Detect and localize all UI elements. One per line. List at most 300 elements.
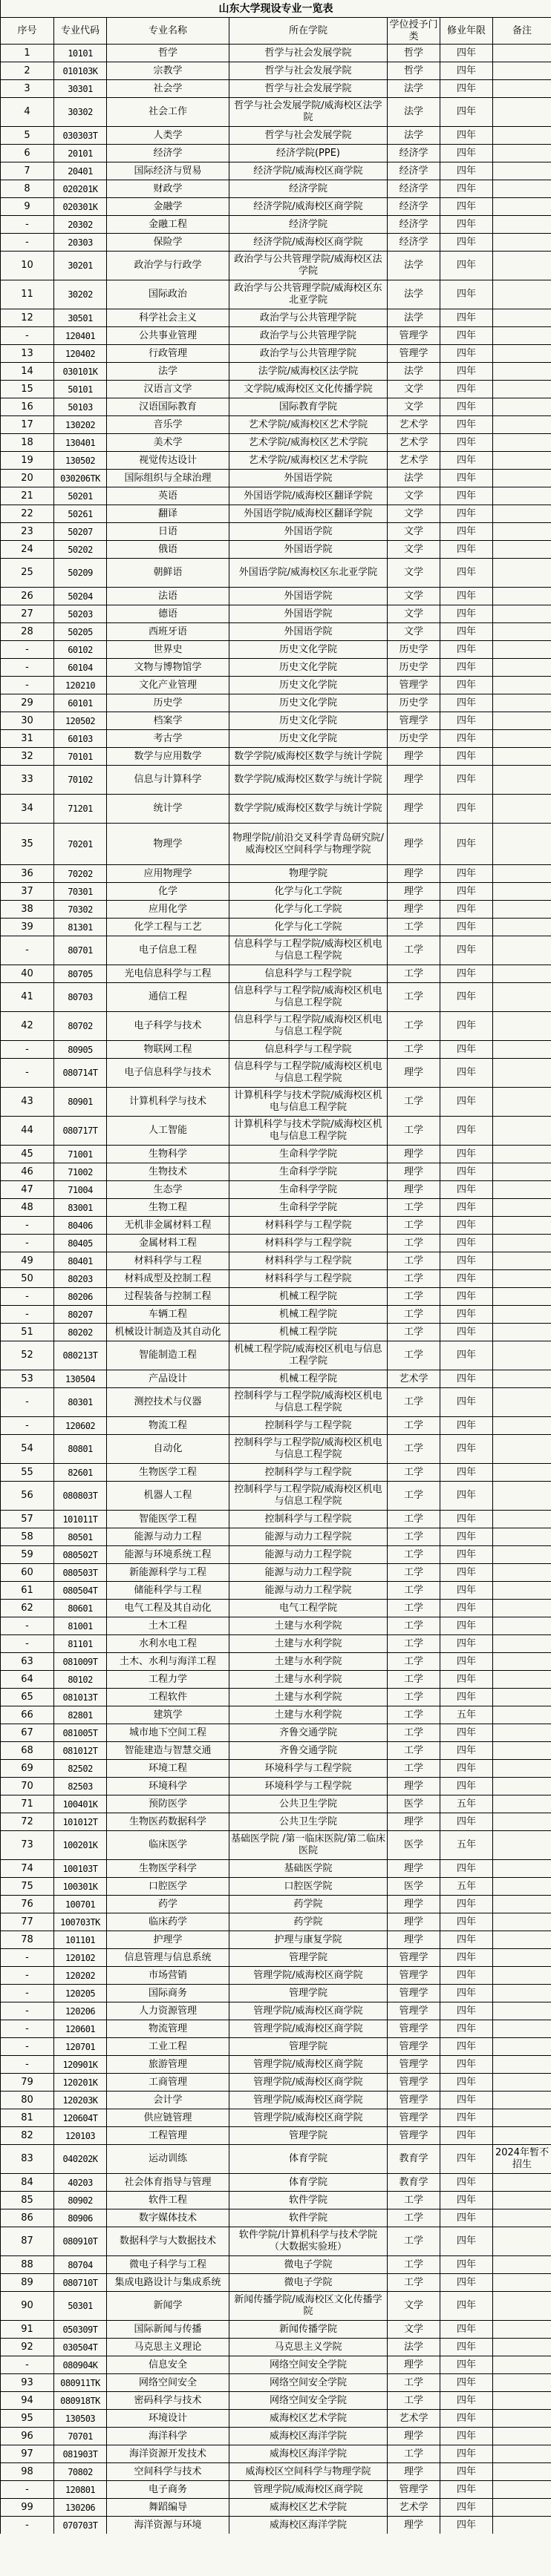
degree-category: 文学 xyxy=(388,559,440,588)
college-name: 数学学院/威海校区数学与统计学院 xyxy=(229,748,388,766)
table-row xyxy=(1,2192,551,2209)
college-name: 数学学院/威海校区数学与统计学院 xyxy=(229,795,388,824)
row-number: 39 xyxy=(1,919,54,936)
study-years: 四年 xyxy=(440,2174,493,2192)
major-name: 海洋资源与环境 xyxy=(107,2517,229,2534)
degree-category: 管理学 xyxy=(388,712,440,730)
college-name: 软件学院 xyxy=(229,2209,388,2227)
row-number: 19 xyxy=(1,452,54,470)
major-name: 电子科学与技术 xyxy=(107,1012,229,1041)
college-name: 威海校区海洋学院 xyxy=(229,2445,388,2463)
study-years: 四年 xyxy=(440,1967,493,1985)
row-number: - xyxy=(1,2356,54,2374)
study-years: 四年 xyxy=(440,883,493,901)
college-name: 齐鲁交通学院 xyxy=(229,1742,388,1760)
college-name: 艺术学院/威海校区艺术学院 xyxy=(229,452,388,470)
major-code: 100703TK xyxy=(54,1913,107,1931)
table-row xyxy=(1,98,551,127)
major-name: 音乐学 xyxy=(107,416,229,434)
study-years: 四年 xyxy=(440,1388,493,1417)
remark xyxy=(493,605,551,623)
study-years: 四年 xyxy=(440,2074,493,2092)
study-years: 四年 xyxy=(440,2002,493,2020)
degree-category: 工学 xyxy=(388,1041,440,1059)
major-code: 010103K xyxy=(54,62,107,80)
row-number: - xyxy=(1,641,54,659)
remark xyxy=(493,1653,551,1671)
degree-category: 法学 xyxy=(388,98,440,127)
table-row xyxy=(1,1671,551,1689)
degree-category: 工学 xyxy=(388,1324,440,1341)
table-row xyxy=(1,1041,551,1059)
remark xyxy=(493,2174,551,2192)
major-name: 科学社会主义 xyxy=(107,309,229,327)
major-name: 环境设计 xyxy=(107,2410,229,2428)
study-years: 四年 xyxy=(440,1617,493,1635)
major-code: 100103T xyxy=(54,1860,107,1878)
college-name: 外国语学院 xyxy=(229,523,388,541)
study-years: 四年 xyxy=(440,398,493,416)
row-number: 99 xyxy=(1,2499,54,2517)
degree-category: 经济学 xyxy=(388,234,440,252)
major-code: 130202 xyxy=(54,416,107,434)
remark xyxy=(493,1417,551,1435)
college-name: 机械工程学院/威海校区机电与信息工程学院 xyxy=(229,1341,388,1370)
study-years: 四年 xyxy=(440,2145,493,2174)
remark xyxy=(493,1778,551,1795)
table-row xyxy=(1,1831,551,1860)
table-row xyxy=(1,1724,551,1742)
header-note: 备注 xyxy=(493,18,551,45)
degree-category: 工学 xyxy=(388,1435,440,1464)
remark xyxy=(493,2517,551,2534)
remark xyxy=(493,2109,551,2127)
row-number: - xyxy=(1,1985,54,2002)
college-name: 生命科学学院 xyxy=(229,1199,388,1217)
major-code: 120201K xyxy=(54,2074,107,2092)
row-number: 79 xyxy=(1,2074,54,2092)
degree-category: 理学 xyxy=(388,1860,440,1878)
college-name: 管理学院 xyxy=(229,2038,388,2056)
major-code: 030101K xyxy=(54,363,107,381)
table-row xyxy=(1,216,551,234)
remark xyxy=(493,45,551,62)
major-code: 30202 xyxy=(54,280,107,309)
remark xyxy=(493,1831,551,1860)
table-row xyxy=(1,434,551,452)
table-row xyxy=(1,1270,551,1288)
degree-category: 管理学 xyxy=(388,345,440,363)
degree-category: 理学 xyxy=(388,1181,440,1199)
degree-category: 工学 xyxy=(388,1635,440,1653)
degree-category: 艺术学 xyxy=(388,434,440,452)
row-number: - xyxy=(1,2517,54,2534)
remark xyxy=(493,1985,551,2002)
degree-category: 法学 xyxy=(388,309,440,327)
remark xyxy=(493,1306,551,1324)
row-number: 51 xyxy=(1,1324,54,1341)
college-name: 生命科学学院 xyxy=(229,1181,388,1199)
remark xyxy=(493,345,551,363)
major-code: 030303T xyxy=(54,127,107,145)
major-name: 德语 xyxy=(107,605,229,623)
degree-category: 工学 xyxy=(388,1388,440,1417)
degree-category: 工学 xyxy=(388,983,440,1012)
table-row xyxy=(1,1163,551,1181)
degree-category: 工学 xyxy=(388,2374,440,2392)
major-name: 应用化学 xyxy=(107,901,229,919)
major-name: 新能源科学与工程 xyxy=(107,1564,229,1582)
major-code: 80301 xyxy=(54,1388,107,1417)
table-row xyxy=(1,2481,551,2499)
row-number: 87 xyxy=(1,2227,54,2256)
college-name: 公共卫生学院 xyxy=(229,1813,388,1831)
college-name: 土建与水利学院 xyxy=(229,1706,388,1724)
remark xyxy=(493,1760,551,1778)
degree-category: 管理学 xyxy=(388,677,440,694)
study-years: 四年 xyxy=(440,1464,493,1482)
college-name: 基础医学院 xyxy=(229,1860,388,1878)
degree-category: 工学 xyxy=(388,2227,440,2256)
remark xyxy=(493,309,551,327)
study-years: 四年 xyxy=(440,2274,493,2292)
row-number: 89 xyxy=(1,2274,54,2292)
major-name: 药学 xyxy=(107,1896,229,1913)
college-name: 微电子学院 xyxy=(229,2256,388,2274)
major-code: 80703 xyxy=(54,983,107,1012)
table-row xyxy=(1,1288,551,1306)
table-row xyxy=(1,1012,551,1041)
major-code: 30201 xyxy=(54,252,107,280)
table-row xyxy=(1,2339,551,2356)
degree-category: 工学 xyxy=(388,1341,440,1370)
major-code: 71001 xyxy=(54,1146,107,1163)
row-number: 61 xyxy=(1,1582,54,1600)
remark xyxy=(493,588,551,605)
major-name: 国际商务 xyxy=(107,1985,229,2002)
college-name: 哲学与社会发展学院 xyxy=(229,127,388,145)
remark xyxy=(493,2374,551,2392)
study-years: 四年 xyxy=(440,2410,493,2428)
study-years: 四年 xyxy=(440,2356,493,2374)
study-years: 四年 xyxy=(440,452,493,470)
major-name: 生态学 xyxy=(107,1181,229,1199)
row-number: 28 xyxy=(1,623,54,641)
major-name: 档案学 xyxy=(107,712,229,730)
table-row xyxy=(1,381,551,398)
remark xyxy=(493,1546,551,1564)
major-name: 信息安全 xyxy=(107,2356,229,2374)
table-row xyxy=(1,309,551,327)
college-name: 历史文化学院 xyxy=(229,659,388,677)
remark xyxy=(493,1235,551,1252)
row-number: 76 xyxy=(1,1896,54,1913)
study-years: 四年 xyxy=(440,2481,493,2499)
major-code: 030504T xyxy=(54,2339,107,2356)
degree-category: 工学 xyxy=(388,1217,440,1235)
degree-category: 文学 xyxy=(388,588,440,605)
degree-category: 理学 xyxy=(388,1059,440,1088)
study-years: 四年 xyxy=(440,2109,493,2127)
study-years: 四年 xyxy=(440,2020,493,2038)
college-name: 体育学院 xyxy=(229,2174,388,2192)
study-years: 四年 xyxy=(440,162,493,180)
college-name: 材料科学与工程学院 xyxy=(229,1270,388,1288)
degree-category: 工学 xyxy=(388,1706,440,1724)
study-years: 四年 xyxy=(440,1199,493,1217)
row-number: 75 xyxy=(1,1878,54,1896)
major-code: 82801 xyxy=(54,1706,107,1724)
table-row xyxy=(1,1088,551,1117)
study-years: 四年 xyxy=(440,2092,493,2109)
degree-category: 工学 xyxy=(388,1528,440,1546)
remark xyxy=(493,623,551,641)
major-name: 新闻学 xyxy=(107,2292,229,2321)
degree-category: 文学 xyxy=(388,2292,440,2321)
table-row xyxy=(1,730,551,748)
table-row xyxy=(1,523,551,541)
study-years: 四年 xyxy=(440,2499,493,2517)
row-number: - xyxy=(1,1235,54,1252)
college-name: 管理学院 xyxy=(229,1949,388,1967)
college-name: 国际教育学院 xyxy=(229,398,388,416)
remark xyxy=(493,216,551,234)
remark xyxy=(493,1217,551,1235)
major-name: 生物工程 xyxy=(107,1199,229,1217)
remark xyxy=(493,505,551,523)
row-number: 72 xyxy=(1,1813,54,1831)
study-years: 四年 xyxy=(440,1511,493,1528)
college-name: 控制科学与工程学院 xyxy=(229,1511,388,1528)
table-row xyxy=(1,1388,551,1417)
college-name: 法学院/威海校区法学院 xyxy=(229,363,388,381)
table-row xyxy=(1,1464,551,1482)
major-code: 081005T xyxy=(54,1724,107,1742)
remark xyxy=(493,1012,551,1041)
remark: 2024年暂不招生 xyxy=(493,2145,551,2174)
row-number: 15 xyxy=(1,381,54,398)
major-code: 30501 xyxy=(54,309,107,327)
study-years: 四年 xyxy=(440,127,493,145)
table-row xyxy=(1,1931,551,1949)
major-name: 环境科学 xyxy=(107,1778,229,1795)
degree-category: 工学 xyxy=(388,1306,440,1324)
major-name: 翻译 xyxy=(107,505,229,523)
remark xyxy=(493,936,551,965)
degree-category: 工学 xyxy=(388,1689,440,1706)
remark xyxy=(493,541,551,559)
study-years: 四年 xyxy=(440,1528,493,1546)
remark xyxy=(493,98,551,127)
remark xyxy=(493,2321,551,2339)
major-code: 80203 xyxy=(54,1270,107,1288)
major-code: 130503 xyxy=(54,2410,107,2428)
college-name: 微电子学院 xyxy=(229,2274,388,2292)
study-years: 四年 xyxy=(440,1760,493,1778)
table-row xyxy=(1,2321,551,2339)
remark xyxy=(493,280,551,309)
table-row xyxy=(1,180,551,198)
remark xyxy=(493,1088,551,1117)
study-years: 四年 xyxy=(440,309,493,327)
study-years: 四年 xyxy=(440,1306,493,1324)
major-code: 101011T xyxy=(54,1511,107,1528)
major-name: 宗教学 xyxy=(107,62,229,80)
row-number: - xyxy=(1,1217,54,1235)
major-code: 120502 xyxy=(54,712,107,730)
row-number: 85 xyxy=(1,2192,54,2209)
college-name: 控制科学与工程学院 xyxy=(229,1464,388,1482)
table-row xyxy=(1,1417,551,1435)
major-name: 数据科学与大数据技术 xyxy=(107,2227,229,2256)
table-row xyxy=(1,901,551,919)
table-row xyxy=(1,2109,551,2127)
table-row xyxy=(1,452,551,470)
degree-category: 理学 xyxy=(388,2463,440,2481)
table-row xyxy=(1,1324,551,1341)
remark xyxy=(493,1199,551,1217)
table-row xyxy=(1,505,551,523)
row-number: 29 xyxy=(1,694,54,712)
table-title: 山东大学现设专业一览表 xyxy=(1,0,551,18)
row-number: 57 xyxy=(1,1511,54,1528)
header-years: 修业年限 xyxy=(440,18,493,45)
major-code: 080213T xyxy=(54,1341,107,1370)
degree-category: 管理学 xyxy=(388,2109,440,2127)
row-number: 65 xyxy=(1,1689,54,1706)
college-name: 控制科学与工程学院/威海校区机电与信息工程学院 xyxy=(229,1482,388,1511)
study-years: 四年 xyxy=(440,730,493,748)
college-name: 化学与化工学院 xyxy=(229,901,388,919)
study-years: 四年 xyxy=(440,766,493,795)
college-name: 口腔医学院 xyxy=(229,1878,388,1896)
major-code: 120206 xyxy=(54,2002,107,2020)
major-name: 数学与应用数学 xyxy=(107,748,229,766)
college-name: 控制科学与工程学院/威海校区机电与信息工程学院 xyxy=(229,1388,388,1417)
table-row xyxy=(1,2145,551,2174)
major-name: 哲学 xyxy=(107,45,229,62)
degree-category: 工学 xyxy=(388,2392,440,2410)
table-row xyxy=(1,252,551,280)
college-name: 信息科学与工程学院/威海校区机电与信息工程学院 xyxy=(229,1012,388,1041)
study-years: 四年 xyxy=(440,470,493,487)
study-years: 四年 xyxy=(440,1217,493,1235)
remark xyxy=(493,416,551,434)
row-number: - xyxy=(1,1288,54,1306)
remark xyxy=(493,2038,551,2056)
study-years: 四年 xyxy=(440,2127,493,2145)
major-code: 020201K xyxy=(54,180,107,198)
study-years: 四年 xyxy=(440,1252,493,1270)
study-years: 四年 xyxy=(440,487,493,505)
major-code: 120205 xyxy=(54,1985,107,2002)
remark xyxy=(493,1270,551,1288)
major-code: 20101 xyxy=(54,145,107,162)
remark xyxy=(493,1370,551,1388)
row-number: - xyxy=(1,1388,54,1417)
row-number: - xyxy=(1,2038,54,2056)
study-years: 四年 xyxy=(440,623,493,641)
study-years: 四年 xyxy=(440,965,493,983)
row-number: 9 xyxy=(1,198,54,216)
major-code: 80102 xyxy=(54,1671,107,1689)
degree-category: 理学 xyxy=(388,865,440,883)
remark xyxy=(493,452,551,470)
table-row xyxy=(1,1985,551,2002)
remark xyxy=(493,1482,551,1511)
major-name: 法语 xyxy=(107,588,229,605)
table-body xyxy=(1,45,551,2534)
remark xyxy=(493,2256,551,2274)
college-name: 管理学院 xyxy=(229,1985,388,2002)
row-number: 22 xyxy=(1,505,54,523)
major-name: 视觉传达设计 xyxy=(107,452,229,470)
row-number: 31 xyxy=(1,730,54,748)
table-row xyxy=(1,1511,551,1528)
table-row xyxy=(1,2274,551,2292)
row-number: 3 xyxy=(1,80,54,98)
header-name: 专业名称 xyxy=(107,18,229,45)
row-number: 8 xyxy=(1,180,54,198)
table-row xyxy=(1,659,551,677)
college-name: 信息科学与工程学院/威海校区机电与信息工程学院 xyxy=(229,1059,388,1088)
college-name: 管理学院/威海校区商学院 xyxy=(229,2056,388,2074)
major-name: 生物医药数据科学 xyxy=(107,1813,229,1831)
college-name: 网络空间安全学院 xyxy=(229,2374,388,2392)
college-name: 经济学院 xyxy=(229,216,388,234)
study-years: 五年 xyxy=(440,1706,493,1724)
major-name: 材料科学与工程 xyxy=(107,1252,229,1270)
major-name: 预防医学 xyxy=(107,1795,229,1813)
degree-category: 文学 xyxy=(388,2321,440,2339)
college-name: 材料科学与工程学院 xyxy=(229,1235,388,1252)
degree-category: 工学 xyxy=(388,1582,440,1600)
major-name: 物流管理 xyxy=(107,2020,229,2038)
remark xyxy=(493,1059,551,1088)
major-code: 120801 xyxy=(54,2481,107,2499)
row-number: 32 xyxy=(1,748,54,766)
row-number: 17 xyxy=(1,416,54,434)
degree-category: 管理学 xyxy=(388,2002,440,2020)
degree-category: 工学 xyxy=(388,1464,440,1482)
remark xyxy=(493,677,551,694)
row-number: - xyxy=(1,1306,54,1324)
degree-category: 管理学 xyxy=(388,1967,440,1985)
major-code: 60104 xyxy=(54,659,107,677)
major-name: 应用物理学 xyxy=(107,865,229,883)
row-number: 74 xyxy=(1,1860,54,1878)
major-code: 100701 xyxy=(54,1896,107,1913)
major-name: 旅游管理 xyxy=(107,2056,229,2074)
major-code: 050309T xyxy=(54,2321,107,2339)
degree-category: 法学 xyxy=(388,127,440,145)
major-code: 100301K xyxy=(54,1878,107,1896)
major-code: 20302 xyxy=(54,216,107,234)
major-code: 120102 xyxy=(54,1949,107,1967)
row-number: 7 xyxy=(1,162,54,180)
major-name: 汉语言文学 xyxy=(107,381,229,398)
major-name: 人类学 xyxy=(107,127,229,145)
study-years: 四年 xyxy=(440,280,493,309)
major-name: 土木工程 xyxy=(107,1617,229,1635)
college-name: 马克思主义学院 xyxy=(229,2339,388,2356)
major-name: 工程力学 xyxy=(107,1671,229,1689)
study-years: 四年 xyxy=(440,795,493,824)
remark xyxy=(493,965,551,983)
degree-category: 工学 xyxy=(388,1617,440,1635)
table-row xyxy=(1,2445,551,2463)
row-number: 73 xyxy=(1,1831,54,1860)
